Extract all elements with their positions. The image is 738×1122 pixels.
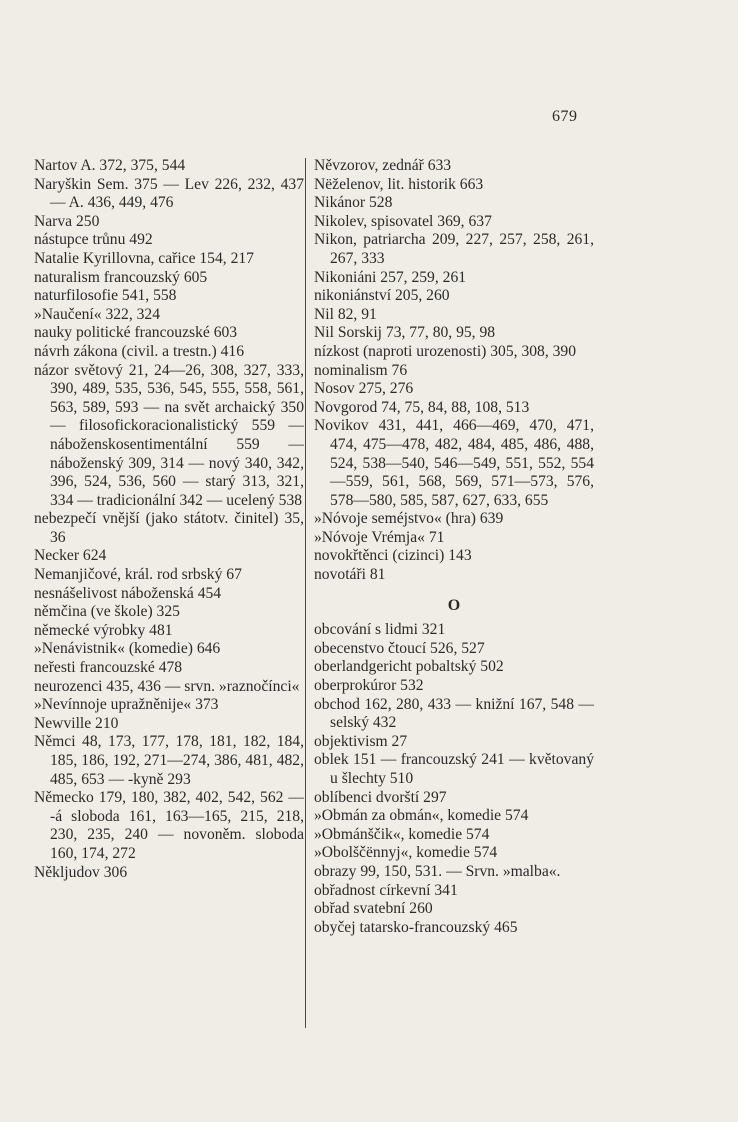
index-column-left: [34, 157, 304, 882]
index-entry: objektivism 27: [314, 732, 408, 750]
index-entry: Necker 624: [34, 547, 107, 565]
index-entry: Nikon, patriarcha 209, 227, 257, 258, 261, 267, 333: [314, 231, 594, 267]
index-entry: nástupce trůnu 492: [34, 231, 153, 249]
index-entry: »Nenávistnik« (komedie) 646: [34, 640, 221, 658]
index-column-right: [314, 157, 594, 937]
index-entry: Německo 179, 180, 382, 402, 542, 562 — -á sloboda 161, 163—165, 215, 218, 230, 235, 240 — novoněm. sloboda 160, 174, 272: [34, 789, 304, 862]
index-entry: naturfilosofie 541, 558: [34, 287, 177, 305]
index-entry: obrazy 99, 150, 531. — Srvn. »malba«.: [314, 862, 561, 880]
index-entry: oberprokúror 532: [314, 677, 424, 695]
index-entry: obřad svatební 260: [314, 900, 433, 918]
index-entry: Němci 48, 173, 177, 178, 181, 182, 184, 185, 186, 192, 271—274, 386, 481, 482, 485, 653 — -kyně 293: [34, 733, 304, 788]
index-entry: Nosov 275, 276: [314, 380, 414, 398]
index-entry: »Obolščënnyj«, komedie 574: [314, 844, 498, 862]
index-entry: Někljudov 306: [34, 863, 128, 881]
index-entry: obcování s lidmi 321: [314, 621, 446, 639]
index-entry: novokřtěnci (cizinci) 143: [314, 547, 472, 565]
index-entry: Nëželenov, lit. historik 663: [314, 175, 484, 193]
index-entry: neřesti francouzské 478: [34, 659, 183, 677]
index-entry: »Nevínnoje upražněnije« 373: [34, 696, 219, 714]
index-entry: názor světový 21, 24—26, 308, 327, 333, 390, 489, 535, 536, 545, 555, 558, 561, 563, 589, 593 — na svět archaický 350 — filosofickoracionalistický 559 — náboženskosentimentální 559 — náboženský 309, 314 — nový 340, 342, 396, 524, 536, 560 — starý 313, 321, 334 — tradicionální 342 — ucelený 538: [34, 361, 304, 509]
index-entry: němčina (ve škole) 325: [34, 603, 180, 621]
index-entry: Novgorod 74, 75, 84, 88, 108, 513: [314, 398, 530, 416]
index-entry: Nemanjičové, král. rod srbský 67: [34, 566, 242, 584]
index-entry: nebezpečí vnější (jako státotv. činitel) 35, 36: [34, 510, 304, 546]
index-entry: nikoniánství 205, 260: [314, 287, 450, 305]
page-number: 679: [552, 108, 578, 125]
index-entry: obyčej tatarsko-francouzský 465: [314, 918, 518, 936]
column-divider: [305, 158, 306, 1028]
index-entry: neurozenci 435, 436 — srvn. »raznočínci«: [34, 677, 300, 695]
index-entry: oblek 151 — francouzský 241 — květovaný u šlechty 510: [314, 751, 594, 787]
index-entry: »Nóvoje Vrémja« 71: [314, 528, 445, 546]
index-entry: oberlandgericht pobaltský 502: [314, 658, 504, 676]
index-entry: naturalism francouzský 605: [34, 268, 208, 286]
index-entry: Nikoniáni 257, 259, 261: [314, 268, 467, 286]
index-entry: obecenstvo čtoucí 526, 527: [314, 639, 485, 657]
index-entry: »Obmán za obmán«, komedie 574: [314, 807, 529, 825]
index-entry: nauky politické francouzské 603: [34, 324, 238, 342]
index-entry: »Naučení« 322, 324: [34, 305, 161, 323]
index-entry: Nikánor 528: [314, 194, 393, 212]
index-entry: Newville 210: [34, 714, 119, 732]
index-entry: nominalism 76: [314, 361, 408, 379]
index-entry: Novikov 431, 441, 466—469, 470, 471, 474, 475—478, 482, 484, 485, 486, 488, 524, 538—540, 546—549, 551, 552, 554—559, 561, 568, 569, 571—573, 576, 578—580, 585, 587, 627, 633, 655: [314, 417, 594, 509]
index-entry: německé výrobky 481: [34, 621, 173, 639]
index-entry: Narva 250: [34, 212, 100, 230]
index-entry: Natalie Kyrillovna, cařice 154, 217: [34, 249, 254, 267]
index-entry: obřadnost církevní 341: [314, 881, 458, 899]
index-entry: návrh zákona (civil. a trestn.) 416: [34, 342, 245, 360]
index-entry: Nartov A. 372, 375, 544: [34, 157, 186, 174]
index-entry: Nikolev, spisovatel 369, 637: [314, 212, 492, 230]
index-entry: Něvzorov, zednář 633: [314, 157, 452, 174]
index-entry: nízkost (naproti urozenosti) 305, 308, 390: [314, 342, 577, 360]
index-entry: obchod 162, 280, 433 — knižní 167, 548 — selský 432: [314, 695, 594, 732]
index-entry: Nil 82, 91: [314, 305, 377, 323]
index-entry: »Obmánščik«, komedie 574: [314, 825, 490, 843]
index-entry: novotáři 81: [314, 566, 386, 584]
index-entry: oblíbenci dvorští 297: [314, 788, 447, 806]
section-heading: O: [447, 596, 461, 614]
index-entry: »Nóvoje seméjstvo« (hra) 639: [314, 510, 504, 528]
index-entry: nesnášelivost náboženská 454: [34, 584, 222, 602]
index-entry: Nil Sorskij 73, 77, 80, 95, 98: [314, 324, 496, 342]
index-entry: Naryškin Sem. 375 — Lev 226, 232, 437 — A. 436, 449, 476: [34, 175, 304, 212]
